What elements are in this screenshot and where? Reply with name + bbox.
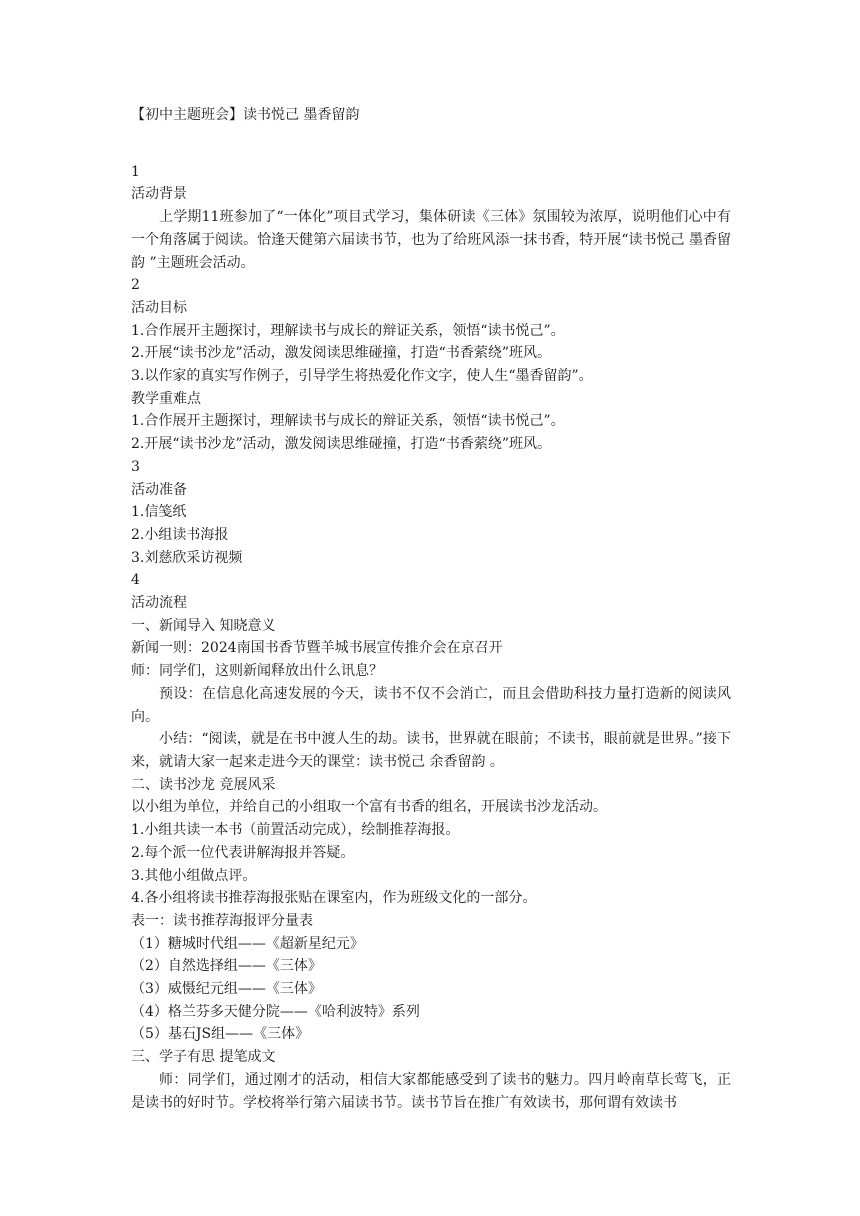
text-line: 表一：读书推荐海报评分量表	[131, 912, 313, 929]
text-line: 活动准备	[131, 481, 187, 498]
text-line: 新闻一则：2024南国书香节暨羊城书展宣传推介会在京召开	[131, 640, 503, 657]
text-line: 1	[131, 163, 140, 180]
text-line: 1.信笺纸	[131, 504, 187, 521]
text-line: （5）基石JS组——《三体》	[131, 1026, 310, 1043]
text-line: 2.每个派一位代表讲解海报并答疑。	[131, 844, 355, 861]
text-line: 活动流程	[131, 595, 187, 612]
text-line: 2.小组读书海报	[131, 526, 229, 543]
document-title: 【初中主题班会】读书悦己 墨香留韵	[131, 107, 360, 123]
text-line: 三、学子有思 提笔成文	[131, 1049, 276, 1066]
text-line: 活动背景	[131, 186, 187, 203]
text-line: 二、读书沙龙 竞展风采	[131, 776, 276, 793]
text-line: （2）自然选择组——《三体》	[131, 958, 322, 975]
text-line: 1.合作展开主题探讨，理解读书与成长的辩证关系，领悟“读书悦己”。	[131, 322, 565, 339]
text-line: 1.小组共读一本书（前置活动完成），绘制推荐海报。	[131, 822, 460, 839]
text-line: 师：同学们，这则新闻释放出什么讯息？	[131, 663, 383, 680]
paragraph: 预设：在信息化高速发展的今天，读书不仅不会消亡，而且会借助科技力量打造新的阅读风向。	[131, 685, 731, 725]
text-line: （3）威慑纪元组——《三体》	[131, 981, 322, 998]
text-line: 2.开展“读书沙龙”活动，激发阅读思维碰撞，打造“书香萦绕”班风。	[131, 436, 551, 453]
text-line: 4	[131, 572, 140, 589]
text-line: 3.以作家的真实写作例子，引导学生将热爱化作文字，使人生“墨香留韵”。	[131, 368, 593, 385]
text-line: 4.各小组将读书推荐海报张贴在课室内，作为班级文化的一部分。	[131, 890, 537, 907]
text-line: （1）糖城时代组——《超新星纪元》	[131, 935, 364, 952]
text-line: 1.合作展开主题探讨，理解读书与成长的辩证关系，领悟“读书悦己”。	[131, 413, 565, 430]
text-line: 教学重难点	[131, 390, 201, 407]
document-body	[131, 161, 731, 1115]
paragraph: 上学期11班参加了“一体化”项目式学习，集体研读《三体》氛围较为浓厚，说明他们心中有一个角落属于阅读。恰逢天健第六届读书节，也为了给班风添一抹书香，特开展“读书悦己 墨香留韵 ”主题班会活动。	[131, 209, 731, 271]
paragraph: 师：同学们，通过刚才的活动，相信大家都能感受到了读书的魅力。四月岭南草长莺飞，正是读书的好时节。学校将举行第六届读书节。读书节旨在推广有效读书，那何谓有效读书	[131, 1071, 731, 1111]
document-page	[131, 104, 731, 1114]
text-line: 活动目标	[131, 299, 187, 316]
text-line: 3.其他小组做点评。	[131, 867, 257, 884]
paragraph: 小结：“阅读，就是在书中渡人生的劫。读书，世界就在眼前；不读书，眼前就是世界。”接下来，就请大家一起来走进今天的课堂：读书悦己 余香留韵 。	[131, 731, 731, 770]
text-line: （4）格兰芬多天健分院——《哈利波特》系列	[131, 1003, 420, 1020]
text-line: 一、新闻导入 知晓意义	[131, 617, 276, 634]
text-line: 以小组为单位，并给自己的小组取一个富有书香的组名，开展读书沙龙活动。	[131, 799, 607, 816]
text-line: 2.开展“读书沙龙”活动，激发阅读思维碰撞，打造“书香萦绕”班风。	[131, 345, 551, 362]
text-line: 3.刘慈欣采访视频	[131, 549, 243, 566]
text-line: 3	[131, 458, 140, 475]
text-line: 2	[131, 277, 140, 294]
